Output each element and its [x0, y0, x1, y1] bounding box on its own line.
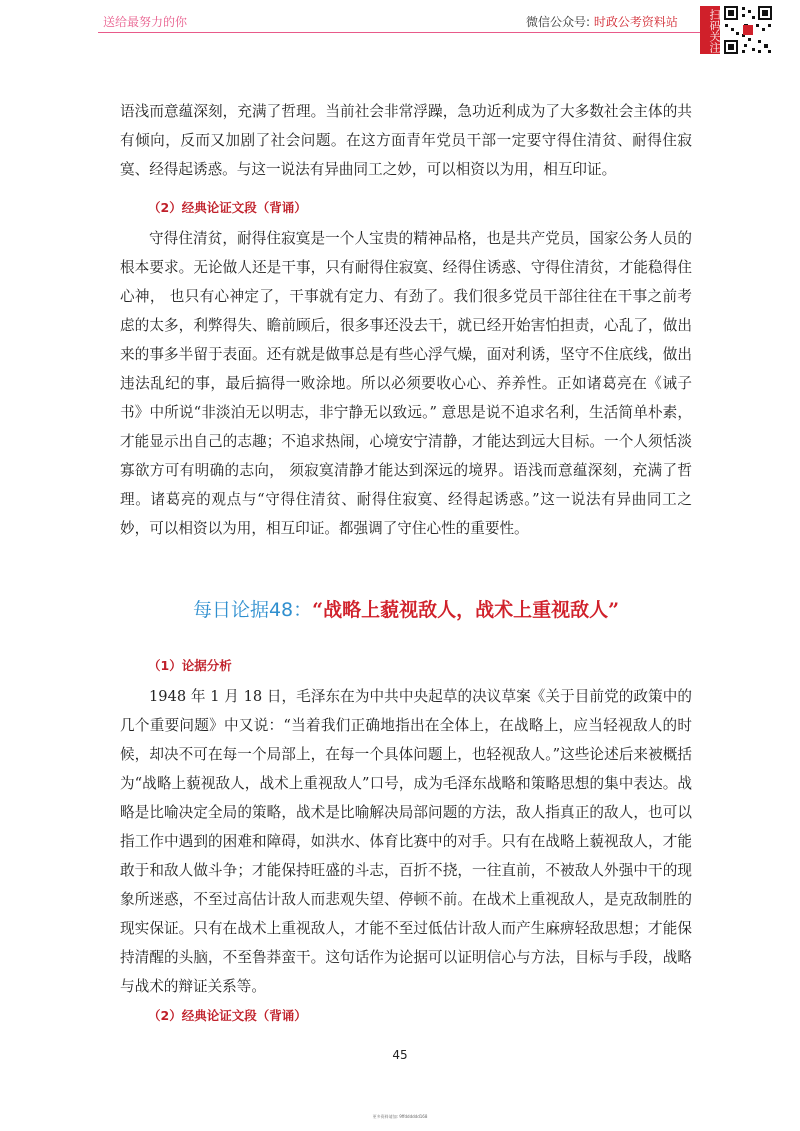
scan-follow-tag: 扫码关注 — [700, 6, 720, 54]
paragraph-analysis: 1948 年 1 月 18 日，毛泽东在为中共中央起草的决议草案《关于目前党的政策中的几个重要问题》中又说：“当着我们正确地指出在全体上，在战略上，应当轻视敌人的时候，却决不可在每一个局部上，在每一个具体问题上，也轻视敌人。”这些论述后来被概括为“战略上藐视敌人，战术上重视敌人”口号，成为毛泽东战略和策略思想的集中表达。战略是比喻决定全局的策略，战术是比喻解决局部问题的方法，敌人指真正的敌人，也可以指工作中遇到的困难和障碍，如洪水、体育比赛中的对手。只有在战略上藐视敌人，才能敢于和敌人做斗争；才能保持旺盛的斗志，百折不挠，一往直前，不被敌人外强中干的现象所迷惑，不至过高估计敌人而悲观失望、停顿不前。在战术上重视敌人，是克敌制胜的现实保证。只有在战术上重视敌人，才能不至过低估计敌人而产生麻痹轻敌思想；才能保持清醒的头脑，不至鲁莽蛮干。这句话作为论据可以证明信心与方法，目标与手段，战略与战术的辩证关系等。 — [120, 688, 692, 995]
header-account-name: 时政公考资料站 — [593, 15, 678, 29]
section-subhead-analysis: （1）论据分析 — [148, 658, 232, 673]
section-subhead-classic-argument: （2）经典论证文段（背诵） — [148, 200, 307, 215]
section-title — [120, 596, 692, 624]
footer-note: 更多资料请加: 9ffdddddd168 — [372, 1114, 428, 1119]
header-divider — [98, 32, 710, 33]
page-header — [0, 0, 800, 52]
header-account — [526, 13, 678, 30]
section-title-main: “战略上藐视敌人，战术上重视敌人” — [312, 599, 620, 621]
section-subhead-classic-argument-2: （2）经典论证文段（背诵） — [148, 1008, 307, 1023]
header-slogan: 送给最努力的你 — [103, 15, 188, 29]
page-number: 45 — [392, 1048, 408, 1062]
qr-code-icon[interactable] — [722, 4, 774, 56]
section-title-prefix: 每日论据48： — [192, 599, 313, 621]
header-account-prefix: 微信公众号: — [526, 15, 594, 29]
paragraph-classic-argument: 守得住清贫，耐得住寂寞是一个人宝贵的精神品格，也是共产党员，国家公务人员的根本要求。无论做人还是干事，只有耐得住寂寞、经得住诱惑、守得住清贫，才能稳得住心神， 也只有心神定了，干事就有定力、有劲了。我们很多党员干部往往在干事之前考虑的太多，利弊得失、瞻前顾后，很多事还没去干，就已经开始害怕担责，心乱了，做出来的事多半留于表面。还有就是做事总是有些心浮气燥，面对利诱，坚守不住底线，做出违法乱纪的事，最后搞得一败涂地。所以必须要收心心、养养性。正如诸葛亮在《诫子书》中所说“非淡泊无以明志，非宁静无以致远。” 意思是说不追求名利，生活简单朴素，才能显示出自己的志趣；不追求热闹，心境安宁清静，才能达到远大目标。一个人须恬淡寡欲方可有明确的志向， 须寂寞清静才能达到深远的境界。语浅而意蕴深刻，充满了哲理。诸葛亮的观点与“守得住清贫、耐得住寂寞、经得起诱惑。”这一说法有异曲同工之妙，可以相资以为用，相互印证。都强调了守住心性的重要性。 — [120, 230, 692, 537]
paragraph-intro-continuation: 语浅而意蕴深刻，充满了哲理。当前社会非常浮躁，急功近利成为了大多数社会主体的共有倾向，反而又加剧了社会问题。在这方面青年党员干部一定要守得住清贫、耐得住寂寞、经得起诱惑。与这一说法有异曲同工之妙，可以相资以为用，相互印证。 — [120, 103, 692, 178]
